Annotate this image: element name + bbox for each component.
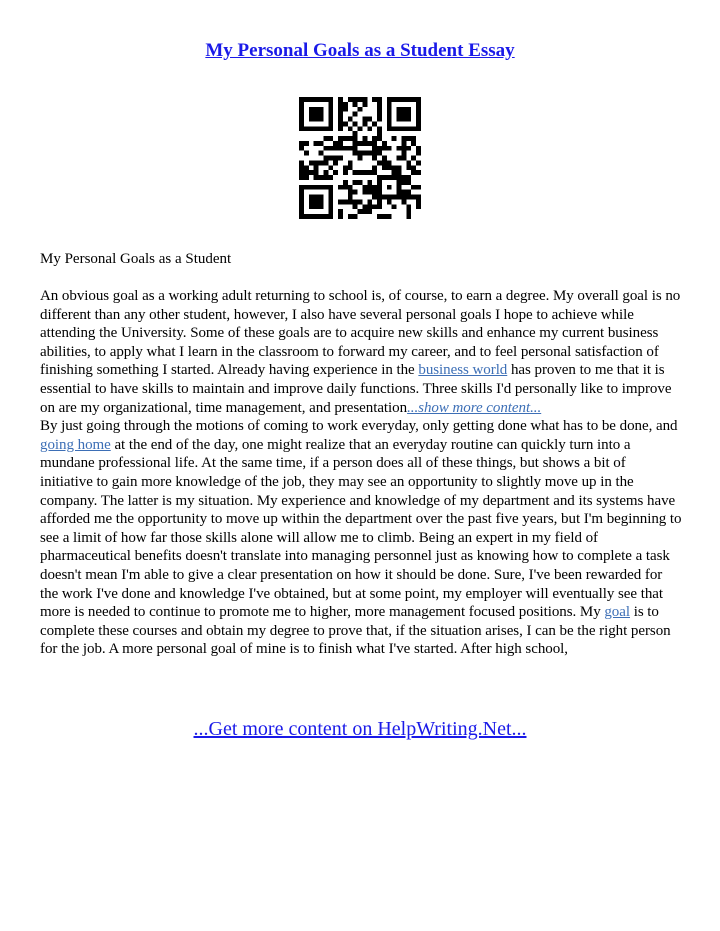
essay-heading: My Personal Goals as a Student [40, 251, 232, 267]
paragraph-2 [40, 417, 682, 659]
going-home-link[interactable]: going home [40, 436, 111, 453]
get-more-content-link[interactable]: ...Get more content on HelpWriting.Net... [193, 718, 527, 740]
qr-code-graphic [299, 97, 421, 219]
business-world-link[interactable]: business world [418, 362, 508, 379]
show-more-link[interactable]: ...show more content... [407, 399, 542, 416]
title-link[interactable]: My Personal Goals as a Student Essay [205, 40, 515, 61]
paragraph-2-text-b: at the end of the day, one might realize that an everyday routine can quickly turn into a mundane professional life. At the same time, if a person does all of these things, but shows a bit of initiative to gain more knowledge of the job, they may see an opportunity to slightly move up in the company. The latter is my situation. My experience and knowledge of my department and its systems have afforded me the opportunity to move up within the department over the past five years, but I'm beginning to see a limit of how far those skills alone will allow me to climb. Being an expert in my field of pharmaceutical benefits doesn't translate into managing personnel just as knowing how to complete a task doesn't mean I'm able to give a clear presentation on how it should be done. Sure, I've been rewarded for the work I've done and knowledge I've obtained, but at some point, my employer will eventually see that more is needed to continue to promote me to higher, more management focused positions. My [40, 436, 682, 621]
page-title [0, 39, 720, 63]
paragraph-1 [40, 287, 682, 417]
footer [0, 716, 720, 742]
essay-body [40, 287, 682, 659]
goal-link[interactable]: goal [604, 604, 630, 621]
paragraph-1-text-a: An obvious goal as a working adult returning to school is, of course, to earn a degree. My overall goal is no different than any other student, however, I also have several personal goals I hope to achieve while attending the University. Some of these goals are to acquire new skills and enhance my current business abilities, to apply what I learn in the classroom to forward my career, and to feel personal satisfaction of finishing something I started. Already having experience in the [40, 288, 681, 379]
paragraph-2-text-a: By just going through the motions of coming to work everyday, only getting done what has to be done, and [40, 418, 678, 435]
paragraph-2-text-c: is to complete these courses and obtain my degree to prove that, if the situation arises, I can be the right person for the job. A more personal goal of mine is to finish what I've started. After high school, [40, 604, 671, 658]
qr-code-icon [299, 97, 421, 219]
paragraph-1-text-b: has proven to me that it is essential to have skills to maintain and improve daily functions. Three skills I'd personally like to improve on are my organizational, time management, and presentation [40, 362, 672, 416]
